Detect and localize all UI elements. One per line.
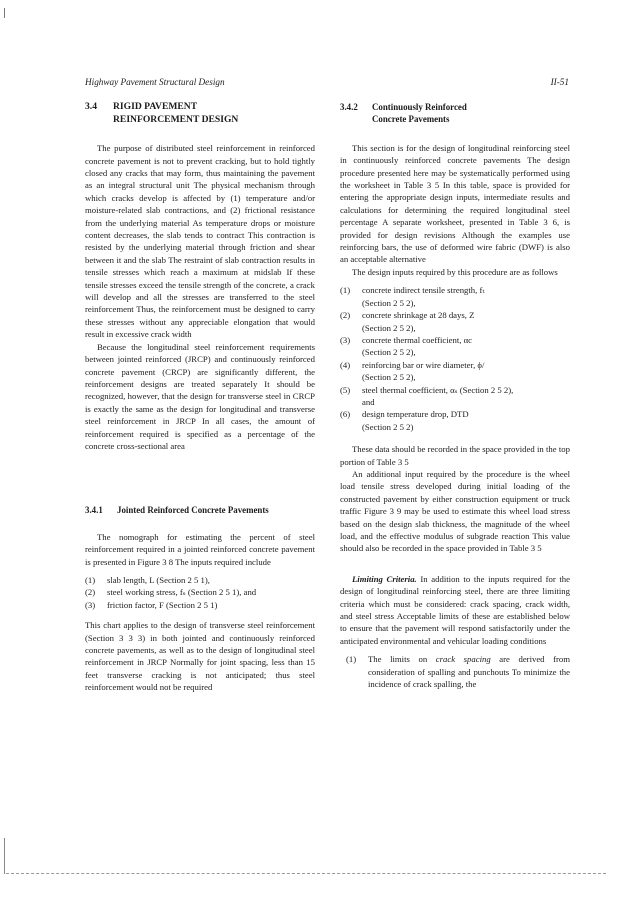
list-item: (1) The limits on crack spacing are derived from consideration of spalling and punchouts To minimize the incidence of crack spalling, the <box>346 654 570 690</box>
paragraph: Because the longitudinal steel reinforcement requirements between jointed reinforced (JRCP) and continuously reinforced concrete pavement (CRCP) are significantly different, the reinforcement designs are treated separately It should be recognized, however, that the design for transverse steel in CRCP is exactly the same as the design for longitudinal and transverse steel reinforcement in JRCP In all cases, the amount of reinforcement required is specified as a percentage of the concrete cross-sectional area <box>85 341 315 451</box>
subsection-title: Jointed Reinforced Concrete Pavements <box>117 505 269 516</box>
scan-bottom-rule <box>6 873 606 874</box>
criteria-list <box>340 653 570 690</box>
list-item: (1) slab length, L (Section 2 5 1), <box>85 574 210 585</box>
subsection-heading <box>340 101 570 126</box>
section-heading <box>85 101 315 126</box>
section-title-line1: RIGID PAVEMENT <box>113 101 198 112</box>
list-item: (6) design temperature drop, DTD (Section 2 5 2) <box>340 409 469 432</box>
right-column <box>340 101 570 690</box>
running-header-title: Highway Pavement Structural Design <box>85 77 225 87</box>
list-item: (2) concrete shrinkage at 28 days, Z (Section 2 5 2), <box>340 310 475 333</box>
subsection-title-line1: Continuously Reinforced <box>372 102 467 112</box>
subsection-heading <box>85 504 315 516</box>
subsection-number: 3.4.2 <box>340 102 358 112</box>
list-item: (4) reinforcing bar or wire diameter, ϕ/ (Section 2 5 2), <box>340 359 485 383</box>
criteria-paragraph: Limiting Criteria. In addition to the inputs required for the design of longitudinal reinforcing steel, there are three limiting criteria which must be considered: crack spacing, crack width, and steel stress Acceptable limits of these are established below to ensure that the pavement will respond satisfactorily under the anticipated environmental and vehicular loading conditions <box>340 573 570 646</box>
crack-spacing-term: crack spacing <box>435 654 491 665</box>
paragraph: An additional input required by the procedure is the wheel load tensile stress developed during initial loading of the constructed pavement by either construction equipment or truck traffic Figure 3 9 may be used to estimate this wheel load stress based on the design slab thickness, the magnitude of the wheel load, and the effective modulus of subgrade reaction This value should also be recorded in the space provided in Table 3 5 <box>340 468 570 554</box>
page-number: II-51 <box>550 77 569 87</box>
paragraph: This chart applies to the design of transverse steel reinforcement (Section 3 3 3) in both jointed and continuously reinforced concrete pavements, as well as to the design of longitudinal steel reinforcement in JRCP Normally for joint spacing, less than 15 feet transverse cracking is not anticipated; thus steel reinforcement would not be required <box>85 620 315 693</box>
scan-edge-mark-top <box>4 8 5 18</box>
list-item: (2) steel working stress, fₛ (Section 2 5 1), and <box>85 587 257 598</box>
paragraph: The design inputs required by this procedure are as follows <box>352 266 558 277</box>
subsection-number: 3.4.1 <box>85 505 103 516</box>
scan-edge-mark-bottom <box>4 838 5 874</box>
list-item: (3) friction factor, F (Section 2 5 1) <box>85 599 218 610</box>
list-item: (5) steel thermal coefficient, αₛ (Section 2 5 2), and <box>340 384 514 407</box>
paragraph: This section is for the design of longitudinal reinforcing steel in continuously reinforced concrete pavements The design procedure presented here may be systematically performed using the worksheet in Table 3 5 In this table, space is provided for entering the appropriate design inputs, intermediate results and calculations for determining the required longitudinal steel percentage A separate worksheet, presented in Table 3 6, is provided for design revisions Although the examples use reinforcing bars, the use of deformed wire fabric (DWF) is also an acceptable alternative <box>340 142 570 265</box>
design-input-list <box>340 284 570 433</box>
subsection-title-line2: Concrete Pavements <box>372 114 450 125</box>
input-list <box>85 574 315 611</box>
paragraph: The purpose of distributed steel reinforcement in reinforced concrete pavement is not to prevent cracking, but to hold tightly closed any cracks that may form, thus maintaining the pavement as an integral structural unit The physical mechanism through which cracks develop is affected by (1) temperature and/or moisture-related slab contractions, and (2) frictional resistance from the underlying material As temperature drops or moisture content decreases, the slab tends to contract This contraction is resisted by the underlying material through friction and shear between it and the slab The restraint of slab contraction results in tensile stresses which reach a maximum at midslab If these tensile stresses exceed the tensile strength of the concrete, a crack will develop and all the stresses are transferred to the steel reinforcement Thus, the reinforcement must be designed to carry these stresses without any appreciable elongation that would result in excessive crack width <box>85 143 315 340</box>
list-item: (3) concrete thermal coefficient, αc (Section 2 5 2), <box>340 334 473 358</box>
section-title-line2: REINFORCEMENT DESIGN <box>113 113 239 125</box>
paragraph: These data should be recorded in the space provided in the top portion of Table 3 5 <box>340 444 570 467</box>
criteria-lead: Limiting Criteria. <box>352 573 417 584</box>
running-header <box>85 77 569 91</box>
list-item: (1) concrete indirect tensile strength, fₜ (Section 2 5 2), <box>340 285 485 308</box>
paragraph: The nomograph for estimating the percent of steel reinforcement required in a jointed reinforced concrete pavement is presented in Figure 3 8 The inputs required include <box>85 531 315 567</box>
left-column <box>85 101 315 694</box>
section-number: 3.4 <box>85 101 97 112</box>
